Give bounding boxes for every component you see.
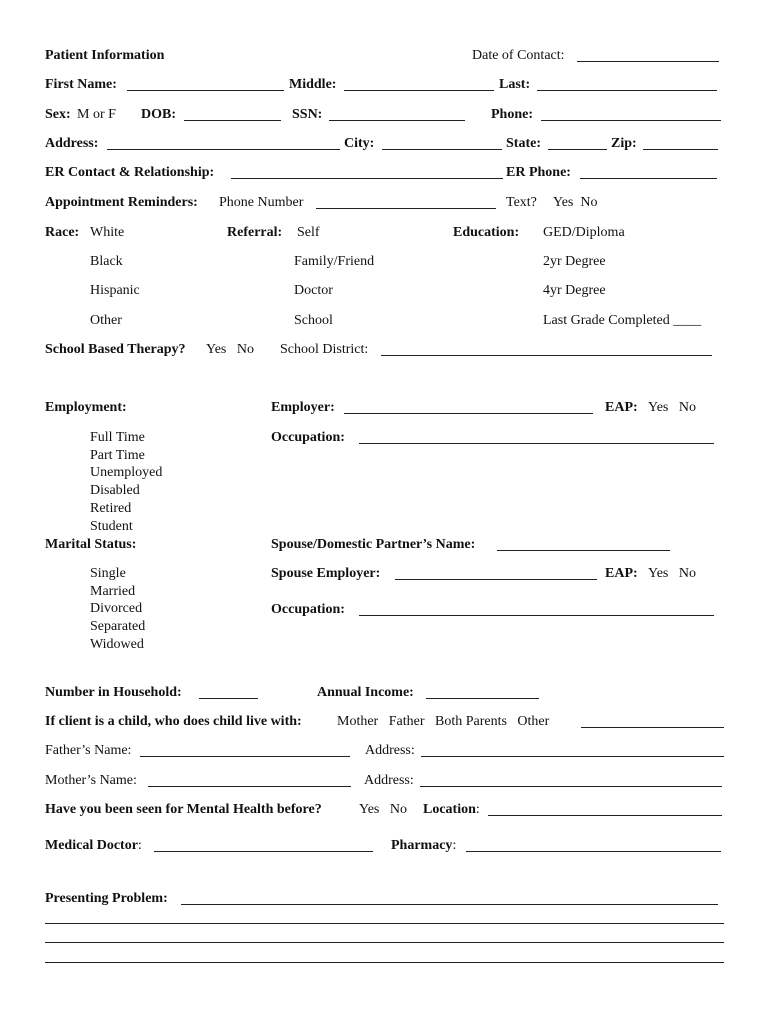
spouse-occupation-field[interactable] — [359, 615, 714, 616]
employment-option[interactable]: Disabled — [90, 483, 140, 499]
referral-label: Referral: — [227, 225, 283, 240]
child-lives-other-field[interactable] — [581, 727, 724, 728]
employment-options-list — [90, 429, 162, 535]
education-option-last-grade[interactable]: Last Grade Completed ____ — [543, 313, 702, 328]
annual-income-field[interactable] — [426, 698, 539, 699]
marital-options-list — [90, 565, 145, 654]
phone-field[interactable] — [541, 120, 721, 121]
ssn-label: SSN: — [292, 107, 323, 122]
eap-options[interactable]: Yes No — [648, 400, 696, 415]
spouse-eap-options[interactable]: Yes No — [648, 566, 696, 581]
spouse-employer-label: Spouse Employer: — [271, 566, 381, 581]
last-name-label: Last: — [499, 77, 531, 92]
employment-option[interactable]: Student — [90, 518, 133, 534]
school-district-label: School District: — [280, 342, 369, 357]
marital-option[interactable]: Single — [90, 566, 126, 581]
location-label: Location — [423, 802, 476, 817]
zip-label: Zip: — [611, 136, 637, 151]
marital-option[interactable]: Widowed — [90, 636, 144, 652]
marital-option[interactable]: Divorced — [90, 601, 143, 617]
pharmacy-label-wrap: Pharmacy: — [391, 838, 457, 853]
pharmacy-label: Pharmacy — [391, 838, 453, 853]
state-label: State: — [506, 136, 541, 151]
sex-label: Sex: — [45, 107, 71, 122]
dob-label: DOB: — [141, 107, 176, 122]
employer-field[interactable] — [344, 413, 593, 414]
education-option-4yr[interactable]: 4yr Degree — [543, 283, 606, 298]
middle-name-field[interactable] — [344, 90, 494, 91]
father-address-field[interactable] — [421, 756, 724, 757]
race-option-white[interactable]: White — [90, 225, 125, 240]
spouse-occupation-label: Occupation: — [271, 602, 345, 617]
marital-option[interactable]: Married — [90, 583, 136, 599]
spouse-employer-field[interactable] — [395, 579, 597, 580]
occupation-field[interactable] — [359, 443, 714, 444]
employment-option[interactable]: Retired — [90, 500, 132, 516]
medical-doctor-label-wrap: Medical Doctor: — [45, 838, 142, 853]
child-lives-with-label: If client is a child, who does child live with: — [45, 714, 302, 729]
pharmacy-field[interactable] — [466, 851, 721, 852]
mother-address-field[interactable] — [420, 786, 722, 787]
occupation-label: Occupation: — [271, 430, 345, 445]
spouse-name-label: Spouse/Domestic Partner’s Name: — [271, 537, 476, 552]
dob-field[interactable] — [184, 120, 281, 121]
appointment-reminders-label: Appointment Reminders: — [45, 195, 198, 210]
employment-option[interactable]: Unemployed — [90, 465, 163, 481]
school-therapy-options[interactable]: Yes No — [206, 342, 254, 357]
spouse-name-field[interactable] — [497, 550, 670, 551]
address-field[interactable] — [107, 149, 340, 150]
mental-health-options[interactable]: Yes No — [359, 802, 407, 817]
employment-option[interactable]: Part Time — [90, 447, 145, 463]
father-name-field[interactable] — [140, 756, 350, 757]
location-label-wrap: Location: — [423, 802, 480, 817]
referral-option-family-friend[interactable]: Family/Friend — [294, 254, 375, 269]
sex-options[interactable]: M or F — [77, 107, 116, 122]
race-option-hispanic[interactable]: Hispanic — [90, 283, 140, 298]
spouse-eap-label: EAP: — [605, 566, 638, 581]
school-therapy-label: School Based Therapy? — [45, 342, 186, 357]
mother-name-field[interactable] — [148, 786, 351, 787]
reminder-text-label: Text? — [506, 195, 537, 210]
father-address-label: Address: — [365, 743, 415, 758]
mental-health-label: Have you been seen for Mental Health before? — [45, 802, 322, 817]
city-field[interactable] — [382, 149, 502, 150]
household-number-label: Number in Household: — [45, 685, 182, 700]
presenting-problem-field[interactable] — [181, 904, 718, 905]
reminder-text-options[interactable]: Yes No — [553, 195, 598, 210]
date-of-contact-label: Date of Contact: — [472, 48, 565, 63]
employment-label: Employment: — [45, 400, 127, 415]
mother-address-label: Address: — [364, 773, 414, 788]
education-label: Education: — [453, 225, 520, 240]
first-name-label: First Name: — [45, 77, 117, 92]
er-phone-label: ER Phone: — [506, 165, 571, 180]
referral-option-self[interactable]: Self — [297, 225, 320, 240]
employment-option[interactable]: Full Time — [90, 430, 145, 445]
household-number-field[interactable] — [199, 698, 258, 699]
referral-option-doctor[interactable]: Doctor — [294, 283, 333, 298]
marital-option[interactable]: Separated — [90, 619, 146, 635]
presenting-problem-label: Presenting Problem: — [45, 891, 168, 906]
date-of-contact-field[interactable] — [577, 61, 719, 62]
referral-option-school[interactable]: School — [294, 313, 333, 328]
eap-label: EAP: — [605, 400, 638, 415]
school-district-field[interactable] — [381, 355, 712, 356]
education-option-ged[interactable]: GED/Diploma — [543, 225, 625, 240]
last-name-field[interactable] — [537, 90, 717, 91]
annual-income-label: Annual Income: — [317, 685, 414, 700]
marital-status-label: Marital Status: — [45, 537, 137, 552]
ssn-field[interactable] — [329, 120, 465, 121]
mother-name-label: Mother’s Name: — [45, 773, 137, 788]
race-option-other[interactable]: Other — [90, 313, 122, 328]
er-phone-field[interactable] — [580, 178, 717, 179]
race-option-black[interactable]: Black — [90, 254, 123, 269]
location-field[interactable] — [488, 815, 722, 816]
address-label: Address: — [45, 136, 99, 151]
er-contact-label: ER Contact & Relationship: — [45, 165, 215, 180]
presenting-problem-line[interactable] — [45, 942, 724, 943]
city-label: City: — [344, 136, 375, 151]
father-name-label: Father’s Name: — [45, 743, 132, 758]
er-contact-field[interactable] — [231, 178, 503, 179]
education-option-2yr[interactable]: 2yr Degree — [543, 254, 606, 269]
reminder-phone-number-label: Phone Number — [219, 195, 304, 210]
form-title: Patient Information — [45, 48, 165, 63]
presenting-problem-line[interactable] — [45, 923, 724, 924]
employer-label: Employer: — [271, 400, 335, 415]
medical-doctor-label: Medical Doctor — [45, 838, 138, 853]
zip-field[interactable] — [643, 149, 718, 150]
medical-doctor-field[interactable] — [154, 851, 373, 852]
middle-name-label: Middle: — [289, 77, 337, 92]
race-label: Race: — [45, 225, 80, 240]
state-field[interactable] — [548, 149, 607, 150]
presenting-problem-line[interactable] — [45, 962, 724, 963]
reminder-phone-field[interactable] — [316, 208, 496, 209]
phone-label: Phone: — [491, 107, 533, 122]
first-name-field[interactable] — [127, 90, 284, 91]
child-lives-with-options[interactable]: Mother Father Both Parents Other — [337, 714, 550, 729]
